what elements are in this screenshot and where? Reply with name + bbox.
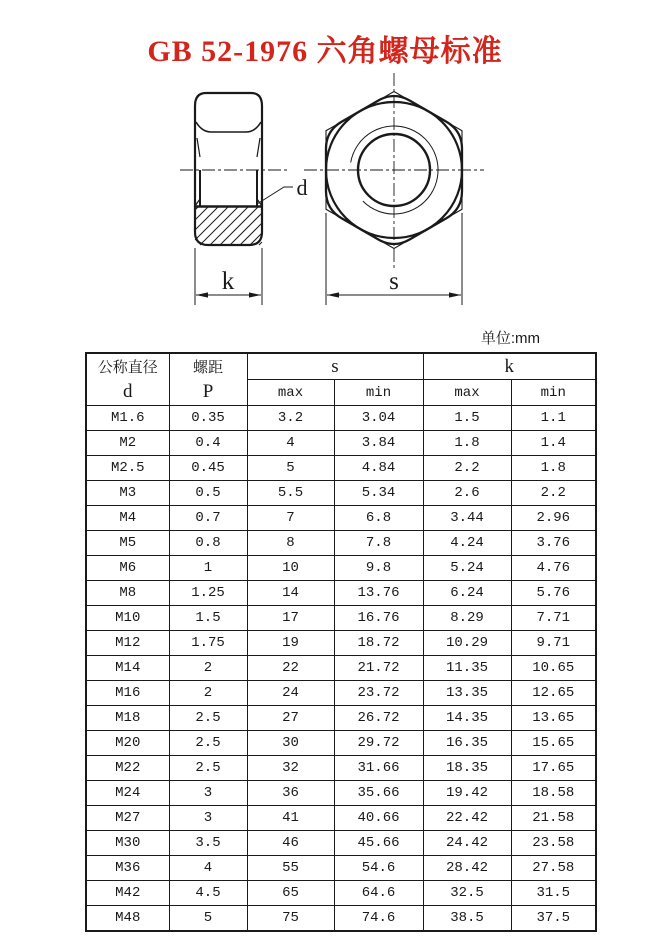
cell-dimension-value: 18.58: [511, 781, 596, 806]
header-diameter-title: 公称直径: [97, 358, 158, 376]
cell-dimension-value: 31.66: [334, 756, 423, 781]
cell-dimension-value: 7.71: [511, 606, 596, 631]
cell-dimension-value: 35.66: [334, 781, 423, 806]
header-group-k: k: [423, 353, 596, 380]
cell-dimension-value: 11.35: [423, 656, 511, 681]
cell-thread-size: M36: [86, 856, 169, 881]
cell-thread-size: M27: [86, 806, 169, 831]
cell-dimension-value: 2: [169, 656, 247, 681]
cell-thread-size: M16: [86, 681, 169, 706]
cell-dimension-value: 5.76: [511, 581, 596, 606]
table-row: [86, 556, 596, 581]
cell-dimension-value: 7: [247, 506, 334, 531]
cell-dimension-value: 1.8: [511, 456, 596, 481]
cell-dimension-value: 74.6: [334, 906, 423, 932]
label-s: s: [389, 268, 399, 295]
cell-thread-size: M30: [86, 831, 169, 856]
cell-dimension-value: 13.35: [423, 681, 511, 706]
cell-dimension-value: 2.96: [511, 506, 596, 531]
header-row-groups: [86, 353, 596, 380]
cell-dimension-value: 13.76: [334, 581, 423, 606]
spec-table-body: [86, 406, 596, 932]
cell-dimension-value: 5.24: [423, 556, 511, 581]
cell-dimension-value: 23.72: [334, 681, 423, 706]
label-d: d: [296, 175, 308, 200]
cell-thread-size: M22: [86, 756, 169, 781]
cell-dimension-value: 37.5: [511, 906, 596, 932]
cell-dimension-value: 15.65: [511, 731, 596, 756]
cell-dimension-value: 54.6: [334, 856, 423, 881]
table-row: [86, 781, 596, 806]
cell-dimension-value: 16.35: [423, 731, 511, 756]
table-row: [86, 906, 596, 932]
table-row: [86, 756, 596, 781]
cell-dimension-value: 31.5: [511, 881, 596, 906]
cell-dimension-value: 13.65: [511, 706, 596, 731]
cell-dimension-value: 16.76: [334, 606, 423, 631]
cell-dimension-value: 1.4: [511, 431, 596, 456]
cell-dimension-value: 5: [247, 456, 334, 481]
cell-dimension-value: 19.42: [423, 781, 511, 806]
cell-thread-size: M2: [86, 431, 169, 456]
table-row: [86, 856, 596, 881]
cell-dimension-value: 14: [247, 581, 334, 606]
cell-dimension-value: 1.5: [169, 606, 247, 631]
cell-thread-size: M18: [86, 706, 169, 731]
cell-dimension-value: 14.35: [423, 706, 511, 731]
header-pitch: [169, 353, 247, 406]
header-k-min: min: [511, 380, 596, 406]
cell-thread-size: M1.6: [86, 406, 169, 431]
cell-dimension-value: 18.35: [423, 756, 511, 781]
cell-dimension-value: 5.5: [247, 481, 334, 506]
cell-dimension-value: 21.58: [511, 806, 596, 831]
cell-dimension-value: 4: [247, 431, 334, 456]
table-row: [86, 406, 596, 431]
cell-thread-size: M42: [86, 881, 169, 906]
cell-dimension-value: 3.84: [334, 431, 423, 456]
cell-dimension-value: 55: [247, 856, 334, 881]
cell-dimension-value: 24: [247, 681, 334, 706]
spec-table: [85, 352, 597, 932]
cell-dimension-value: 38.5: [423, 906, 511, 932]
cell-dimension-value: 23.58: [511, 831, 596, 856]
table-row: [86, 581, 596, 606]
cell-dimension-value: 0.4: [169, 431, 247, 456]
cell-dimension-value: 27.58: [511, 856, 596, 881]
section-hatching: [195, 207, 262, 245]
header-k-max: max: [423, 380, 511, 406]
cell-dimension-value: 21.72: [334, 656, 423, 681]
cell-dimension-value: 46: [247, 831, 334, 856]
cell-dimension-value: 22: [247, 656, 334, 681]
side-view: [180, 93, 308, 305]
table-row: [86, 681, 596, 706]
cell-dimension-value: 9.8: [334, 556, 423, 581]
table-row: [86, 481, 596, 506]
dimension-k: [195, 248, 262, 305]
cell-dimension-value: 3.5: [169, 831, 247, 856]
cell-dimension-value: 41: [247, 806, 334, 831]
cell-dimension-value: 2.2: [511, 481, 596, 506]
cell-dimension-value: 10: [247, 556, 334, 581]
cell-dimension-value: 17.65: [511, 756, 596, 781]
cell-dimension-value: 1.25: [169, 581, 247, 606]
cell-dimension-value: 75: [247, 906, 334, 932]
cell-thread-size: M24: [86, 781, 169, 806]
front-view: [304, 73, 484, 305]
cell-dimension-value: 6.8: [334, 506, 423, 531]
cell-dimension-value: 3: [169, 806, 247, 831]
table-row: [86, 631, 596, 656]
table-row: [86, 506, 596, 531]
cell-thread-size: M3: [86, 481, 169, 506]
cell-dimension-value: 24.42: [423, 831, 511, 856]
cell-thread-size: M14: [86, 656, 169, 681]
table-row: [86, 731, 596, 756]
cell-dimension-value: 2.5: [169, 731, 247, 756]
cell-dimension-value: 4.24: [423, 531, 511, 556]
cell-thread-size: M5: [86, 531, 169, 556]
cell-dimension-value: 7.8: [334, 531, 423, 556]
table-row: [86, 531, 596, 556]
table-row: [86, 706, 596, 731]
cell-dimension-value: 36: [247, 781, 334, 806]
cell-dimension-value: 27: [247, 706, 334, 731]
cell-dimension-value: 29.72: [334, 731, 423, 756]
cell-thread-size: M10: [86, 606, 169, 631]
cell-dimension-value: 3.76: [511, 531, 596, 556]
table-row: [86, 606, 596, 631]
cell-dimension-value: 64.6: [334, 881, 423, 906]
table-row: [86, 806, 596, 831]
cell-dimension-value: 8: [247, 531, 334, 556]
cell-dimension-value: 5.34: [334, 481, 423, 506]
cell-dimension-value: 12.65: [511, 681, 596, 706]
cell-dimension-value: 45.66: [334, 831, 423, 856]
cell-dimension-value: 40.66: [334, 806, 423, 831]
header-diameter: [86, 353, 169, 406]
cell-dimension-value: 0.7: [169, 506, 247, 531]
cell-dimension-value: 26.72: [334, 706, 423, 731]
header-group-s: s: [247, 353, 423, 380]
cell-dimension-value: 3.44: [423, 506, 511, 531]
cell-dimension-value: 1: [169, 556, 247, 581]
cell-dimension-value: 6.24: [423, 581, 511, 606]
table-row: [86, 881, 596, 906]
cell-dimension-value: 10.29: [423, 631, 511, 656]
cell-dimension-value: 3.04: [334, 406, 423, 431]
cell-dimension-value: 1.5: [423, 406, 511, 431]
header-pitch-symbol: P: [202, 380, 214, 402]
cell-dimension-value: 1.1: [511, 406, 596, 431]
cell-dimension-value: 2.6: [423, 481, 511, 506]
cell-dimension-value: 4: [169, 856, 247, 881]
cell-dimension-value: 28.42: [423, 856, 511, 881]
units-note: 单位:mm: [480, 330, 540, 347]
cell-dimension-value: 32.5: [423, 881, 511, 906]
cell-dimension-value: 3.2: [247, 406, 334, 431]
cell-dimension-value: 17: [247, 606, 334, 631]
cell-dimension-value: 10.65: [511, 656, 596, 681]
table-row: [86, 456, 596, 481]
page-title: GB 52-1976 六角螺母标准: [147, 35, 503, 68]
label-k: k: [221, 268, 235, 295]
cell-dimension-value: 1.75: [169, 631, 247, 656]
cell-dimension-value: 0.35: [169, 406, 247, 431]
cell-dimension-value: 2.2: [423, 456, 511, 481]
cell-dimension-value: 3: [169, 781, 247, 806]
cell-dimension-value: 0.8: [169, 531, 247, 556]
cell-dimension-value: 8.29: [423, 606, 511, 631]
cell-thread-size: M20: [86, 731, 169, 756]
hex-nut-technical-drawing: [0, 0, 650, 320]
cell-dimension-value: 30: [247, 731, 334, 756]
cell-thread-size: M8: [86, 581, 169, 606]
cell-thread-size: M6: [86, 556, 169, 581]
cell-dimension-value: 1.8: [423, 431, 511, 456]
cell-dimension-value: 65: [247, 881, 334, 906]
cell-thread-size: M12: [86, 631, 169, 656]
cell-dimension-value: 2: [169, 681, 247, 706]
header-diameter-symbol: d: [123, 380, 133, 402]
cell-thread-size: M2.5: [86, 456, 169, 481]
cell-dimension-value: 2.5: [169, 706, 247, 731]
cell-dimension-value: 9.71: [511, 631, 596, 656]
cell-thread-size: M48: [86, 906, 169, 932]
cell-dimension-value: 4.84: [334, 456, 423, 481]
cell-dimension-value: 19: [247, 631, 334, 656]
table-row: [86, 656, 596, 681]
header-s-min: min: [334, 380, 423, 406]
cell-thread-size: M4: [86, 506, 169, 531]
cell-dimension-value: 18.72: [334, 631, 423, 656]
header-s-max: max: [247, 380, 334, 406]
cell-dimension-value: 4.5: [169, 881, 247, 906]
table-row: [86, 431, 596, 456]
table-row: [86, 831, 596, 856]
cell-dimension-value: 0.45: [169, 456, 247, 481]
cell-dimension-value: 32: [247, 756, 334, 781]
header-pitch-title: 螺距: [192, 358, 223, 376]
cell-dimension-value: 22.42: [423, 806, 511, 831]
cell-dimension-value: 5: [169, 906, 247, 932]
cell-dimension-value: 4.76: [511, 556, 596, 581]
cell-dimension-value: 0.5: [169, 481, 247, 506]
cell-dimension-value: 2.5: [169, 756, 247, 781]
